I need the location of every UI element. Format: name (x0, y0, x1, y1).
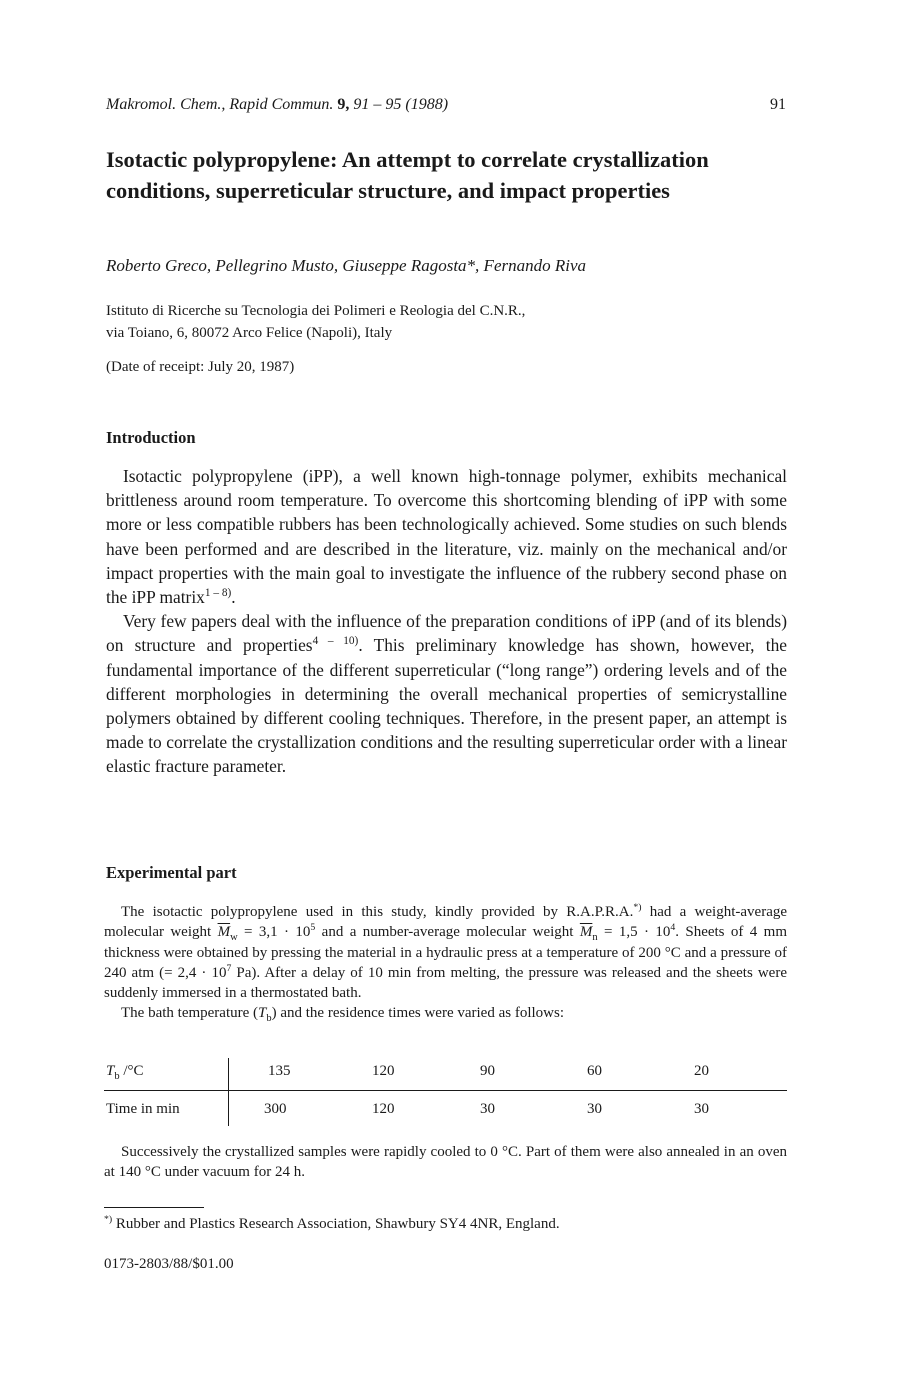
footnote-mark: *) (104, 1214, 113, 1225)
table-cell: 300 (264, 1101, 287, 1117)
row-label-temperature: $T_b$ /°C (106, 1063, 144, 1082)
section-heading-experimental: Experimental part (106, 863, 237, 882)
section-heading-introduction: Introduction (106, 428, 196, 447)
footnote-rule (104, 1207, 204, 1208)
table-row-temperature (104, 1057, 787, 1093)
tb-symbol: T (258, 1005, 267, 1022)
introduction-body (106, 464, 787, 779)
affiliation-line-2: via Toiano, 6, 80072 Arco Felice (Napoli), Italy (106, 325, 393, 341)
experimental-body (104, 902, 787, 1024)
introduction-paragraph-2: Very few papers deal with the influence of the preparation conditions of iPP (and of its blends) on structure and properties$^{4 - 10)}$. This preliminary knowledge has shown, however, the fundamental importance of the different superreticular (“long range”) ordering levels and of the different morphologies in determining the overall mechanical properties of semicrystalline polymers obtained by different cooling techniques. Therefore, in the present paper, an attempt is made to correlate the crystallization conditions and the resulting superreticular order with a linear elastic fracture parameter. (106, 611, 788, 777)
introduction-paragraph-1: Isotactic polypropylene (iPP), a well known high-tonnage polymer, exhibits mechanical brittleness around room temperature. To overcome this shortcoming blending of iPP with some more or less compatible rubbers has been technologically achieved. Some studies on such blends have been performed and are described in the literature, viz. mainly on the mechanical and/or impact properties with the main goal to investigate the influence of the rubbery second phase on the iPP matrix$^{1 - 8)}$. (106, 466, 787, 608)
date-of-receipt: (Date of receipt: July 20, 1987) (106, 359, 295, 375)
experimental-paragraph-2: The bath temperature $(T_b)$ and the residence times were varied as follows: (121, 1005, 564, 1025)
table-divider (228, 1058, 229, 1126)
citation-ref: 1 – 8) (204, 587, 232, 600)
footnote: *) Rubber and Plastics Research Association, Shawbury SY4 4NR, England. (104, 1214, 560, 1232)
conditions-table (104, 1057, 787, 1129)
post-table-paragraph: Successively the crystallized samples were rapidly cooled to 0 °C. Part of them were also annealed in an oven at 140 °C under vacuum for 24 h. (104, 1144, 787, 1181)
article-title: Isotactic polypropylene: An attempt to correlate crystallization conditions, superreticular structure, and impact properties (106, 147, 709, 203)
table-cell: 120 (372, 1063, 395, 1079)
table-cell: 60 (587, 1063, 602, 1079)
mn-symbol: $\overline{M}$ (579, 924, 593, 941)
table-cell: 135 (268, 1063, 291, 1079)
experimental-paragraph-1: The isotactic polypropylene used in this study, kindly provided by R.A.P.R.A.*) had a weight-average molecular weight $\overline{M}_w = 3,1 \cdot 10^5$ and a number-average molecular weight $\overline{M}_n = 1,5 \cdot 10^4$. Sheets of 4 mm thickness were obtained by pressing the material in a hydraulic press at a temperature of 200 °C and a pressure of 240 atm (= $2,4 \cdot 10^7$ Pa). After a delay of 10 min from melting, the pressure was released and the sheets were suddenly immersed in a thermostated bath. (104, 902, 788, 1002)
table-cell: 30 (587, 1101, 602, 1117)
table-row-time (104, 1093, 787, 1129)
table-cell: 120 (372, 1101, 395, 1117)
issn-code: 0173-2803/88/$01.00 (104, 1256, 234, 1272)
table-cell: 20 (694, 1063, 709, 1079)
table-cell: 90 (480, 1063, 495, 1079)
affiliation-line-1: Istituto di Ricerche su Tecnologia dei Polimeri e Reologia del C.N.R., (106, 303, 526, 319)
affiliation (106, 300, 525, 344)
citation-ref: 4 – 10) (312, 635, 359, 648)
running-header (106, 96, 786, 114)
journal-name: Makromol. Chem., Rapid Commun. 9, 91 – 95 (1988) (106, 96, 449, 113)
journal-pages-year: 91 – 95 (1988) (353, 96, 449, 113)
journal-volume: 9, (337, 96, 350, 113)
table-cell: 30 (480, 1101, 495, 1117)
mw-symbol: $\overline{M}$ (217, 924, 231, 941)
page-number: 91 (770, 96, 786, 113)
table-cell: 30 (694, 1101, 709, 1117)
table-rule (104, 1090, 787, 1091)
footnote-mark: *) (633, 902, 642, 913)
row-label-time: Time in min (106, 1101, 180, 1117)
author-list: Roberto Greco, Pellegrino Musto, Giuseppe Ragosta*, Fernando Riva (106, 256, 587, 275)
